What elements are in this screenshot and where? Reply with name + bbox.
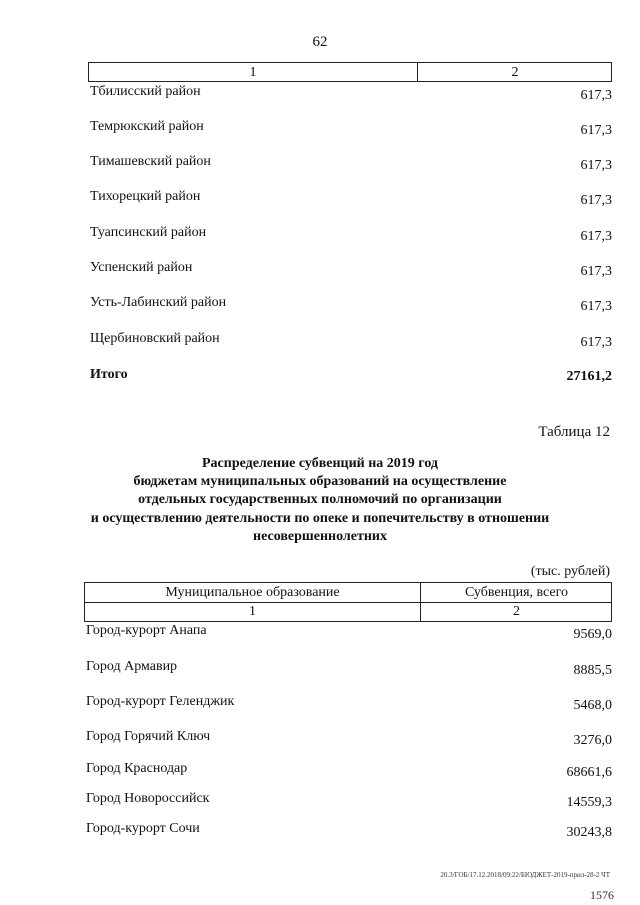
footer-reference: 20.3/ГОБ/17.12.2018/09:22/БЮДЖЕТ-2019-прил-28-2 ЧТ bbox=[440, 871, 610, 879]
table2-row-label: Город-курорт Сочи bbox=[86, 821, 200, 836]
table1-row-label: Темрюкский район bbox=[90, 119, 204, 134]
table2-row-value: 68661,6 bbox=[566, 765, 612, 780]
table1-row-value: 617,3 bbox=[580, 123, 612, 138]
table-heading-line: бюджетам муниципальных образований на осуществление bbox=[133, 474, 507, 489]
table1-row-value: 617,3 bbox=[580, 229, 612, 244]
table2-row-label: Город-курорт Анапа bbox=[86, 623, 207, 638]
table1-row-value: 617,3 bbox=[580, 193, 612, 208]
table2-header-num-1: 1 bbox=[249, 604, 256, 619]
table2-header-col-1: Муниципальное образование bbox=[85, 583, 420, 603]
table1-row-label: Успенский район bbox=[90, 260, 193, 275]
table2-row-label: Город Новороссийск bbox=[86, 791, 210, 806]
page-number: 62 bbox=[312, 34, 328, 50]
table2-header bbox=[84, 582, 612, 622]
table-number: Таблица 12 bbox=[538, 424, 610, 440]
table2-row-value: 3276,0 bbox=[573, 733, 612, 748]
table-heading-line: Распределение субвенций на 2019 год bbox=[202, 456, 438, 471]
table1-row-value: 617,3 bbox=[580, 158, 612, 173]
table2-row-value: 9569,0 bbox=[573, 627, 612, 642]
table2-row-value: 30243,8 bbox=[566, 825, 612, 840]
table1-header-col-2: 2 bbox=[417, 63, 612, 81]
table1-row-label: Тбилисский район bbox=[90, 84, 201, 99]
table2-row-label: Город Краснодар bbox=[86, 761, 188, 776]
table1-total-value: 27161,2 bbox=[566, 369, 612, 384]
table2-row-value: 14559,3 bbox=[566, 795, 612, 810]
table1-row-value: 617,3 bbox=[580, 88, 612, 103]
table1-header bbox=[88, 62, 612, 82]
table2-row-label: Город Горячий Ключ bbox=[86, 729, 211, 744]
table1-row-value: 617,3 bbox=[580, 299, 612, 314]
table1-row-label: Туапсинский район bbox=[90, 225, 207, 240]
table1-header-col-1: 1 bbox=[249, 65, 257, 80]
table1-row-label: Усть-Лабинский район bbox=[90, 295, 227, 310]
table2-row-label: Город Армавир bbox=[86, 659, 178, 674]
table-heading-line: отдельных государственных полномочий по организации bbox=[138, 492, 502, 507]
table2-row-value: 5468,0 bbox=[573, 698, 612, 713]
table2-row-label: Город-курорт Геленджик bbox=[86, 694, 235, 709]
table1-row-label: Щербиновский район bbox=[90, 331, 220, 346]
table1-row-label: Тимашевский район bbox=[90, 154, 211, 169]
table1-row-value: 617,3 bbox=[580, 335, 612, 350]
table2-header-num-2: 2 bbox=[420, 602, 612, 622]
units-label: (тыс. рублей) bbox=[530, 564, 610, 579]
table2-row-value: 8885,5 bbox=[573, 663, 612, 678]
table-heading-line: несовершеннолетних bbox=[253, 529, 387, 544]
table2-header-col-2: Субвенция, всего bbox=[420, 583, 612, 603]
table1-row-label: Тихорецкий район bbox=[90, 189, 201, 204]
table1-total-label: Итого bbox=[90, 367, 128, 382]
page-stamp: 1576 bbox=[590, 888, 614, 902]
table1-row-value: 617,3 bbox=[580, 264, 612, 279]
table-heading-line: и осуществлению деятельности по опеке и попечительству в отношении bbox=[90, 511, 550, 526]
